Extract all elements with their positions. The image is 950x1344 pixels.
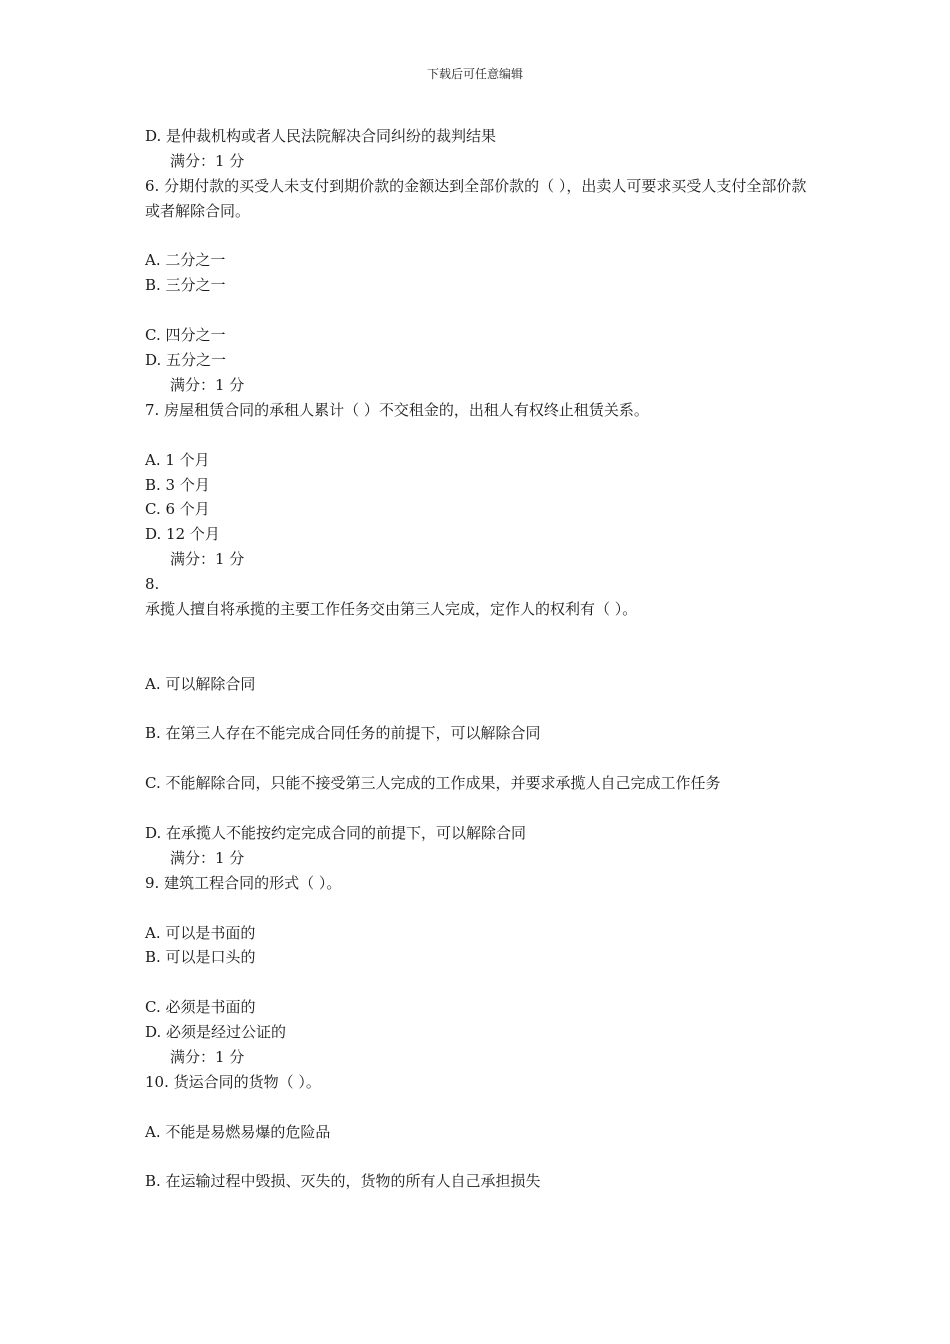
q7-option-a: A. 1 个月: [145, 450, 210, 469]
q8-question: 承揽人擅自将承揽的主要工作任务交由第三人完成，定作人的权利有（ ）。: [145, 599, 638, 618]
q5-option-d: D. 是仲裁机构或者人民法院解决合同纠纷的裁判结果: [145, 127, 497, 145]
q7-option-d: D. 12 个月: [145, 525, 220, 544]
blank-line: [145, 224, 815, 249]
document-body: [145, 124, 815, 1194]
q6-option-b: B. 三分之一: [145, 276, 226, 295]
q6-option-d: D. 五分之一: [145, 351, 227, 370]
blank-line: [145, 1095, 815, 1120]
blank-line: [145, 697, 815, 722]
blank-line: [145, 1145, 815, 1170]
q9-option-b: B. 可以是口头的: [145, 948, 256, 967]
q9-question: 9. 建筑工程合同的形式（ ）。: [145, 873, 342, 892]
q6-option-a: A. 二分之一: [145, 251, 226, 270]
q9-option-a: A. 可以是书面的: [145, 923, 256, 942]
q7-option-c: C. 6 个月: [145, 500, 210, 519]
q8-score: 满分：1 分: [170, 848, 245, 867]
q9-score: 满分：1 分: [170, 1047, 245, 1066]
blank-line: [145, 970, 815, 995]
q9-option-c: C. 必须是书面的: [145, 998, 256, 1017]
q7-question: 7. 房屋租赁合同的承租人累计（ ）不交租金的，出租人有权终止租赁关系。: [145, 400, 649, 419]
blank-line: [145, 647, 815, 672]
blank-line: [145, 622, 815, 647]
page-header: 下载后可任意编辑: [426, 67, 523, 81]
q10-question: 10. 货运合同的货物（ ）。: [145, 1072, 321, 1091]
q8-number: 8.: [145, 575, 160, 594]
q8-option-a: A. 可以解除合同: [145, 674, 256, 693]
q10-option-b: B. 在运输过程中毁损、灭失的，货物的所有人自己承担损失: [145, 1172, 541, 1191]
blank-line: [145, 796, 815, 821]
q8-option-b: B. 在第三人存在不能完成合同任务的前提下，可以解除合同: [145, 724, 541, 743]
q6-question: 6. 分期付款的买受人未支付到期价款的金额达到全部价款的（ ），出卖人可要求买受人支付全部价款或者解除合同。: [145, 176, 807, 220]
blank-line: [145, 298, 815, 323]
q6-score: 满分：1 分: [170, 375, 245, 394]
q8-option-c: C. 不能解除合同，只能不接受第三人完成的工作成果，并要求承揽人自己完成工作任务: [145, 774, 721, 793]
q6-option-c: C. 四分之一: [145, 326, 226, 345]
blank-line: [145, 423, 815, 448]
blank-line: [145, 896, 815, 921]
q5-score: 满分：1 分: [170, 151, 245, 170]
q9-option-d: D. 必须是经过公证的: [145, 1023, 287, 1042]
q8-option-d: D. 在承揽人不能按约定完成合同的前提下，可以解除合同: [145, 823, 527, 842]
blank-line: [145, 746, 815, 771]
q7-score: 满分：1 分: [170, 550, 245, 569]
q7-option-b: B. 3 个月: [145, 475, 210, 494]
q10-option-a: A. 不能是易燃易爆的危险品: [145, 1122, 331, 1141]
